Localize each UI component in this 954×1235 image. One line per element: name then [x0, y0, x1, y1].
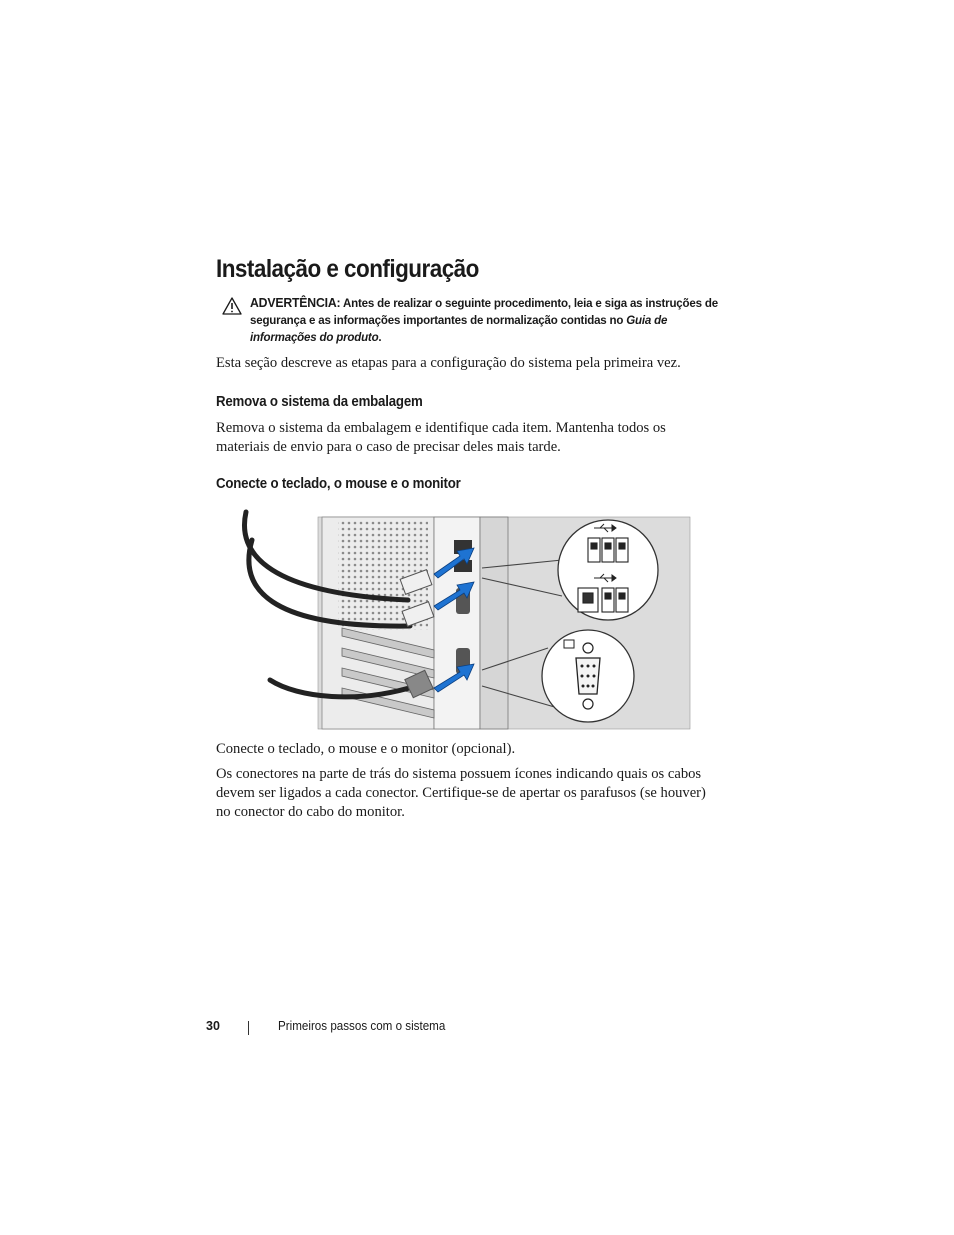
vga-callout [542, 630, 634, 722]
page-number: 30 [206, 1019, 220, 1033]
section-heading-connect: Conecte o teclado, o mouse e o monitor [216, 476, 461, 492]
intro-paragraph: Esta seção descreve as etapas para a configuração do sistema pela primeira vez. [216, 355, 681, 371]
connectors-paragraph: Os conectores na parte de trás do sistema possuem ícones indicando quais os cabos devem ser ligados a cada conector. Certifique-se de apertar os parafusos (se houver) no conector do cabo do monitor. [216, 766, 706, 820]
connection-illustration [238, 508, 692, 734]
section-heading-unpack: Remova o sistema da embalagem [216, 394, 423, 410]
warning-end: . [378, 330, 382, 344]
warning-text [250, 294, 734, 346]
warning-body: Antes de realizar o seguinte procedimento, leia e siga as instruções de segurança e as informações importantes de normalização contidas no [250, 296, 718, 327]
guide-title: Guia de informações do produto [250, 313, 668, 344]
page-footer [0, 1019, 954, 1039]
footer-section-title: Primeiros passos com o sistema [278, 1019, 446, 1033]
unpack-paragraph: Remova o sistema da embalagem e identifique cada item. Mantenha todos os materiais de envio para o caso de precisar deles mais tarde. [216, 420, 666, 455]
footer-divider [248, 1021, 249, 1035]
usb-callout [558, 520, 658, 620]
warning-triangle-icon [222, 297, 242, 315]
page-title: Instalação e configuração [216, 255, 479, 283]
warning-label: ADVERTÊNCIA: [250, 295, 341, 310]
figure-caption: Conecte o teclado, o mouse e o monitor (opcional). [216, 741, 516, 757]
